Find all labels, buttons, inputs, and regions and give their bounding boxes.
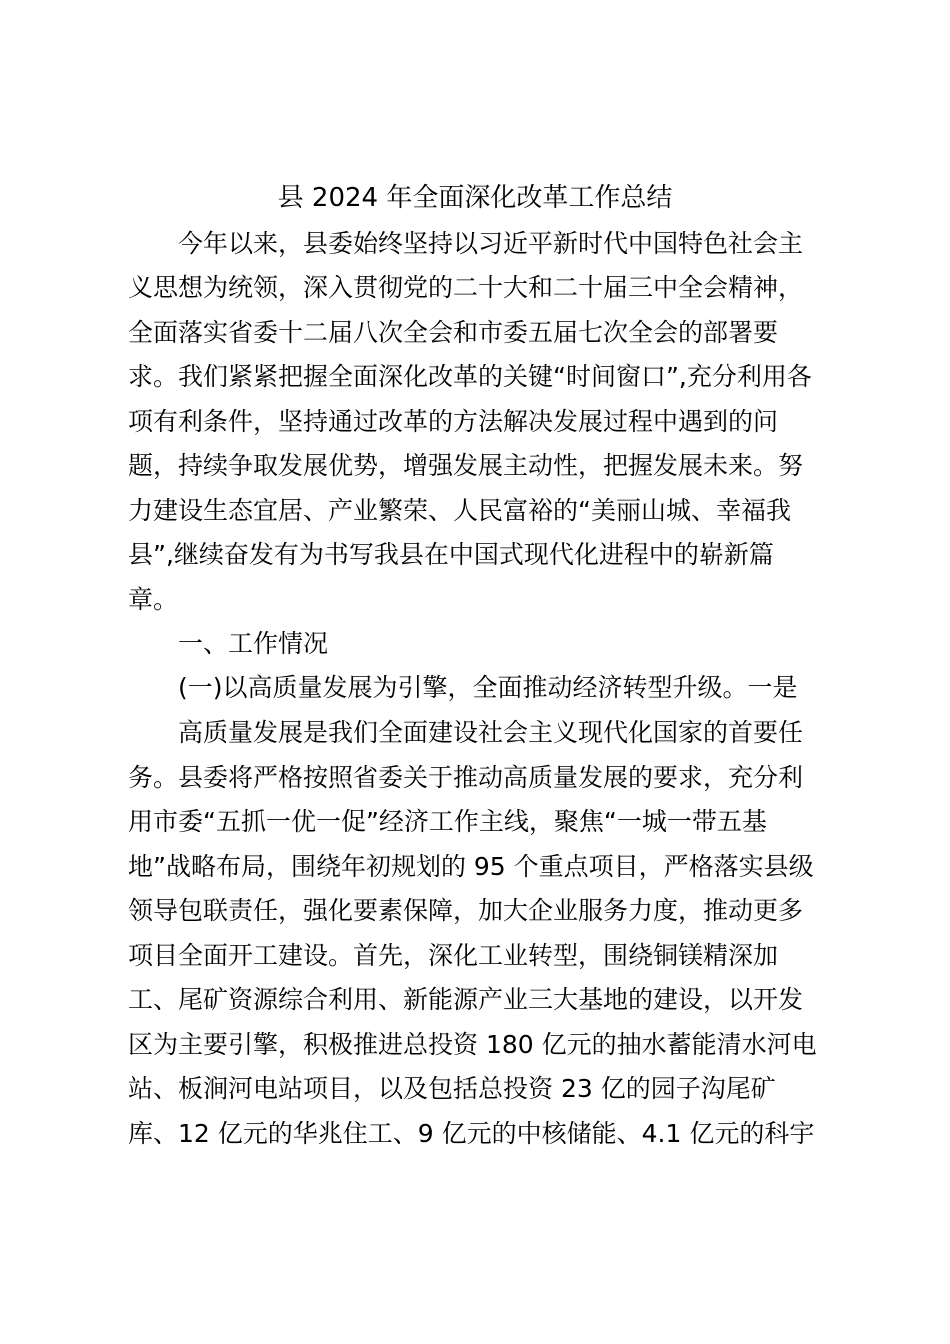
paragraph-line: 库、12 亿元的华兆住工、9 亿元的中核储能、4.1 亿元的科宇 [128,1119,815,1148]
paragraph-line: 县”,继续奋发有为书写我县在中国式现代化进程中的崭新篇 [128,540,774,569]
subsection-heading: (一)以高质量发展为引擎，全面推动经济转型升级。一是 [178,673,798,702]
paragraph-line: 高质量发展是我们全面建设社会主义现代化国家的首要任 [178,718,804,747]
paragraph-line: 用市委“五抓一优一促”经济工作主线，聚焦“一城一带五基 [128,807,767,836]
paragraph-line: 题，持续争取发展优势，增强发展主动性，把握发展未来。努 [128,451,804,480]
paragraph-line: 义思想为统领，深入贯彻党的二十大和二十届三中全会精神， [128,273,804,302]
paragraph-line: 项有利条件，坚持通过改革的方法解决发展过程中遇到的问 [128,407,779,436]
paragraph-line: 全面落实省委十二届八次全会和市委五届七次全会的部署要 [128,318,779,347]
paragraph-line: 务。县委将严格按照省委关于推动高质量发展的要求，充分利 [128,763,804,792]
paragraph-line: 章。 [128,585,179,614]
paragraph-line: 求。我们紧紧把握全面深化改革的关键“时间窗口”,充分利用各 [128,362,812,391]
paragraph-line: 领导包联责任，强化要素保障，加大企业服务力度，推动更多 [128,896,804,925]
paragraph-line: 地”战略布局，围绕年初规划的 95 个重点项目，严格落实县级 [128,852,814,881]
paragraph-line: 区为主要引擎，积极推进总投资 180 亿元的抽水蓄能清水河电 [128,1030,817,1059]
section-heading: 一、工作情况 [178,629,329,658]
document-title: 县 2024 年全面深化改革工作总结 [277,183,673,213]
paragraph-line: 今年以来，县委始终坚持以习近平新时代中国特色社会主 [178,229,804,258]
paragraph-line: 工、尾矿资源综合利用、新能源产业三大基地的建设，以开发 [128,985,804,1014]
paragraph-line: 力建设生态宜居、产业繁荣、人民富裕的“美丽山城、幸福我 [128,496,791,525]
paragraph-line: 站、板涧河电站项目，以及包括总投资 23 亿的园子沟尾矿 [128,1074,776,1103]
paragraph-line: 项目全面开工建设。首先，深化工业转型，围绕铜镁精深加 [128,941,779,970]
